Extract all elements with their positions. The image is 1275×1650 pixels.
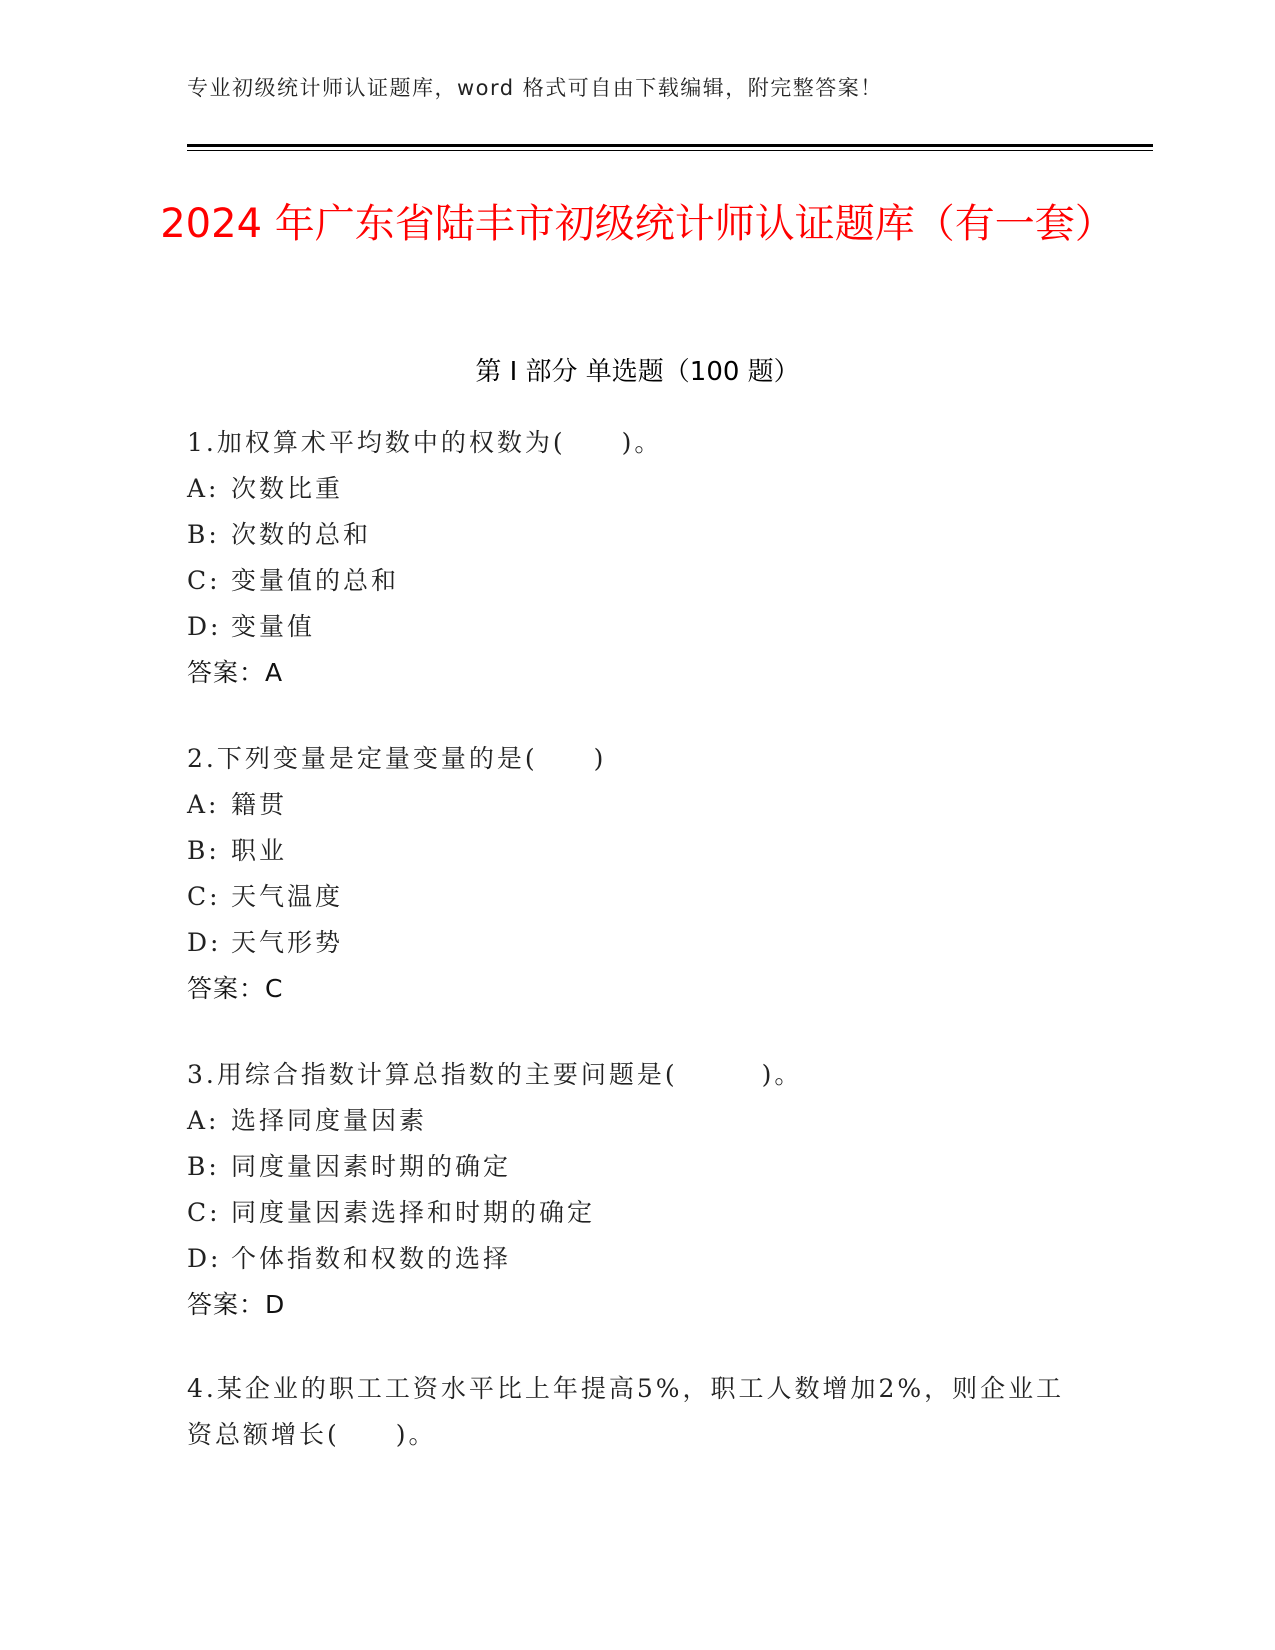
option-letter: A: — [187, 790, 220, 819]
question-stem: 2.下列变量是定量变量的是( ) — [187, 744, 607, 773]
option-d — [187, 604, 1077, 650]
option-a — [187, 1098, 1077, 1144]
option-letter: A: — [187, 474, 220, 503]
option-c — [187, 874, 1077, 920]
option-text: 个体指数和权数的选择 — [231, 1244, 512, 1273]
option-text: 天气温度 — [231, 882, 344, 911]
question-1 — [187, 420, 1077, 696]
option-text: 次数比重 — [231, 474, 344, 503]
option-text: 籍贯 — [231, 790, 288, 819]
option-text: 次数的总和 — [231, 520, 372, 549]
option-c — [187, 1190, 1077, 1236]
document-title: 2024 年广东省陆丰市初级统计师认证题库（有一套） — [160, 201, 1115, 247]
section-title: 第 I 部分 单选题（100 题） — [475, 357, 800, 387]
option-c — [187, 558, 1077, 604]
question-stem: 1.加权算术平均数中的权数为( )。 — [187, 428, 663, 457]
option-letter: B: — [187, 836, 220, 865]
option-b — [187, 828, 1077, 874]
page-header: 专业初级统计师认证题库，word 格式可自由下载编辑，附完整答案！ — [187, 76, 883, 100]
option-letter: D: — [187, 612, 222, 641]
option-text: 天气形势 — [231, 928, 344, 957]
option-text: 职业 — [231, 836, 288, 865]
option-d — [187, 920, 1077, 966]
option-d — [187, 1236, 1077, 1282]
option-a — [187, 782, 1077, 828]
question-3 — [187, 1052, 1077, 1328]
option-letter: C: — [187, 1198, 221, 1227]
option-text: 同度量因素选择和时期的确定 — [231, 1198, 596, 1227]
option-letter: B: — [187, 1152, 220, 1181]
option-letter: C: — [187, 882, 221, 911]
option-a — [187, 466, 1077, 512]
option-text: 同度量因素时期的确定 — [231, 1152, 512, 1181]
question-2 — [187, 736, 1077, 1012]
option-letter: D: — [187, 1244, 222, 1273]
answer: 答案：D — [187, 1290, 286, 1319]
answer: 答案：C — [187, 974, 284, 1003]
header-rule-thick — [187, 144, 1153, 147]
option-letter: A: — [187, 1106, 220, 1135]
option-letter: D: — [187, 928, 222, 957]
question-4 — [187, 1366, 1077, 1458]
option-text: 变量值的总和 — [231, 566, 400, 595]
option-text: 变量值 — [231, 612, 316, 641]
answer: 答案：A — [187, 658, 284, 687]
option-b — [187, 512, 1077, 558]
option-letter: B: — [187, 520, 220, 549]
option-b — [187, 1144, 1077, 1190]
option-text: 选择同度量因素 — [231, 1106, 428, 1135]
header-rule-thin — [187, 150, 1153, 151]
question-stem: 3.用综合指数计算总指数的主要问题是( )。 — [187, 1060, 803, 1089]
option-letter: C: — [187, 566, 221, 595]
question-stem: 4.某企业的职工工资水平比上年提高5%，职工人数增加2%，则企业工资总额增长( )。 — [187, 1374, 1065, 1449]
